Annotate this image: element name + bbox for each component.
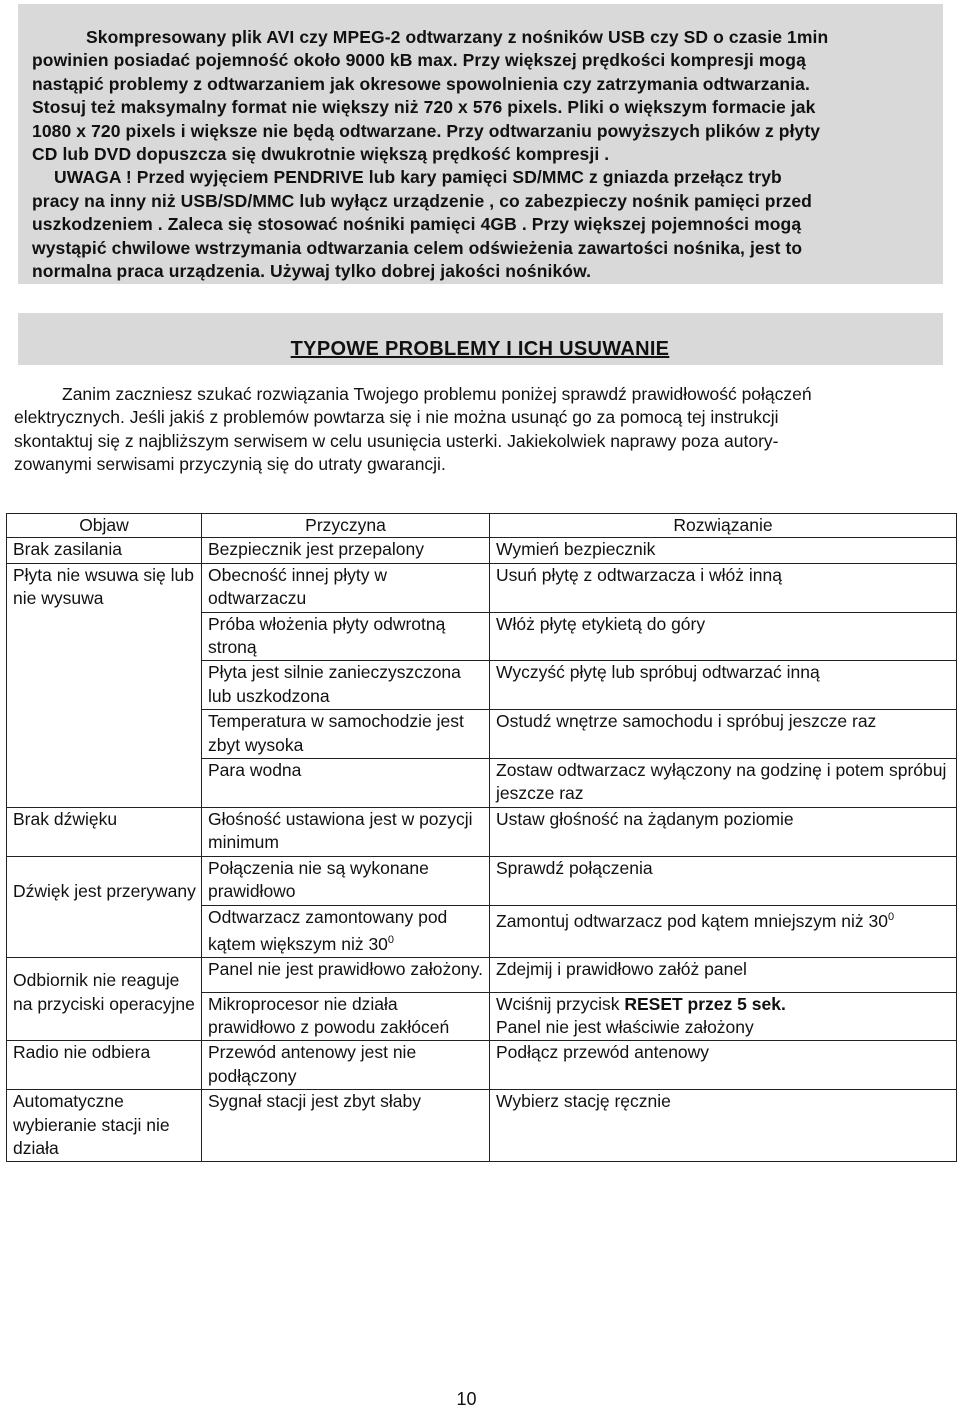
solution-cell: Wyczyść płytę lub spróbuj odtwarzać inną	[490, 661, 957, 710]
intro-paragraph	[14, 383, 944, 476]
solution-cell: Podłącz przewód antenowy	[490, 1041, 957, 1090]
solution-text: Panel nie jest właściwie założony	[496, 1016, 754, 1037]
solution-cell: Włóż płytę etykietą do góry	[490, 612, 957, 661]
cause-cell: Temperatura w samochodzie jest zbyt wysoka	[202, 710, 490, 759]
solution-cell	[490, 905, 957, 958]
note-line-warning: UWAGA ! Przed wyjęciem PENDRIVE lub kary pamięci SD/MMC z gniazda przełącz tryb	[54, 167, 782, 188]
cause-text: Odtwarzacz zamontowany pod kątem większym niż 30	[208, 906, 448, 954]
header-symptom: Objaw	[7, 514, 202, 538]
degree-superscript: 0	[387, 933, 395, 946]
table-row	[7, 612, 957, 661]
symptom-cell	[7, 661, 202, 710]
symptom-cell: Dźwięk jest przerywany	[7, 856, 202, 957]
solution-cell: Ostudź wnętrze samochodu i spróbuj jeszcze raz	[490, 710, 957, 759]
solution-cell	[490, 992, 957, 1041]
degree-superscript: 0	[887, 910, 895, 923]
reset-instruction: RESET przez 5 sek.	[624, 993, 786, 1014]
table-row	[7, 1090, 957, 1162]
note-line: uszkodzeniem . Zaleca się stosować nośniki pamięci 4GB . Przy większej pojemności mogą	[32, 214, 802, 235]
table-row	[7, 759, 957, 808]
symptom-cell: Płyta nie wsuwa się lub nie wysuwa	[7, 563, 202, 612]
header-cause: Przyczyna	[202, 514, 490, 538]
cause-cell: Para wodna	[202, 759, 490, 808]
table-row	[7, 563, 957, 612]
note-line: 1080 x 720 pixels i większe nie będą odtwarzane. Przy odtwarzaniu powyższych plików z płyty	[32, 120, 821, 141]
solution-cell: Wybierz stację ręcznie	[490, 1090, 957, 1162]
section-title: TYPOWE PROBLEMY I ICH USUWANIE	[290, 338, 670, 360]
symptom-cell: Brak zasilania	[7, 538, 202, 563]
table-row	[7, 958, 957, 992]
cause-cell: Połączenia nie są wykonane prawidłowo	[202, 856, 490, 905]
table-row	[7, 807, 957, 856]
cause-cell: Przewód antenowy jest nie podłączony	[202, 1041, 490, 1090]
symptom-cell: Odbiornik nie reaguje na przyciski operacyjne	[7, 958, 202, 1041]
note-line: Stosuj też maksymalny format nie większy niż 720 x 576 pixels. Pliki o większym formacie jak	[32, 97, 816, 118]
cause-cell: Sygnał stacji jest zbyt słaby	[202, 1090, 490, 1162]
table-row	[7, 856, 957, 905]
page-number: 10	[456, 1389, 477, 1409]
solution-cell: Usuń płytę z odtwarzacza i włóż inną	[490, 563, 957, 612]
symptom-cell: Automatyczne wybieranie stacji nie działa	[7, 1090, 202, 1162]
symptom-cell: Brak dźwięku	[7, 807, 202, 856]
note-line: normalna praca urządzenia. Używaj tylko dobrej jakości nośników.	[32, 261, 592, 282]
note-line: pracy na inny niż USB/SD/MMC lub wyłącz urządzenie , co zabezpieczy nośnik pamięci przed	[32, 190, 812, 211]
cause-cell: Próba włożenia płyty odwrotną stroną	[202, 612, 490, 661]
cause-cell: Płyta jest silnie zanieczyszczona lub uszkodzona	[202, 661, 490, 710]
cause-cell: Panel nie jest prawidłowo założony.	[202, 958, 490, 992]
note-line: wystąpić chwilowe wstrzymania odtwarzania celem odświeżenia zawartości nośnika, jest to	[32, 237, 803, 258]
note-box	[18, 4, 943, 284]
table-header-row	[7, 514, 957, 538]
table-row	[7, 538, 957, 563]
table-row	[7, 710, 957, 759]
solution-cell: Zostaw odtwarzacz wyłączony na godzinę i potem spróbuj jeszcze raz	[490, 759, 957, 808]
intro-line: skontaktuj się z najbliższym serwisem w celu usunięcia usterki. Jakiekolwiek naprawy poza autory-	[14, 430, 779, 451]
solution-cell: Zdejmij i prawidłowo załóż panel	[490, 958, 957, 992]
note-line: CD lub DVD dopuszcza się dwukrotnie większą prędkość kompresji .	[32, 144, 610, 165]
intro-line: zowanymi serwisami przyczynią się do utraty gwarancji.	[14, 453, 446, 474]
table-row	[7, 1041, 957, 1090]
cause-cell: Bezpiecznik jest przepalony	[202, 538, 490, 563]
solution-cell: Wymień bezpiecznik	[490, 538, 957, 563]
intro-line: elektrycznych. Jeśli jakiś z problemów powtarza się i nie można usunąć go za pomocą tej instrukcji	[14, 407, 779, 428]
note-line: nastąpić problemy z odtwarzaniem jak okresowe spowolnienia czy zatrzymania odtwarzania.	[32, 73, 810, 94]
symptom-cell	[7, 710, 202, 759]
header-solution: Rozwiązanie	[490, 514, 957, 538]
cause-cell	[202, 905, 490, 958]
symptom-cell	[7, 612, 202, 661]
note-line: Skompresowany plik AVI czy MPEG-2 odtwarzany z nośników USB czy SD o czasie 1min	[86, 27, 829, 47]
solution-cell: Ustaw głośność na żądanym poziomie	[490, 807, 957, 856]
cause-cell: Obecność innej płyty w odtwarzaczu	[202, 563, 490, 612]
troubleshooting-table	[6, 513, 957, 1162]
intro-line: Zanim zaczniesz szukać rozwiązania Twojego problemu poniżej sprawdź prawidłowość połączeń	[62, 384, 812, 404]
symptom-cell: Radio nie odbiera	[7, 1041, 202, 1090]
table-row	[7, 661, 957, 710]
cause-cell: Mikroprocesor nie działa prawidłowo z powodu zakłóceń	[202, 992, 490, 1041]
cause-cell: Głośność ustawiona jest w pozycji minimum	[202, 807, 490, 856]
solution-cell: Sprawdź połączenia	[490, 856, 957, 905]
solution-text: Wciśnij przycisk	[496, 993, 625, 1014]
solution-text: Zamontuj odtwarzacz pod kątem mniejszym niż 30	[496, 910, 888, 931]
note-line: powinien posiadać pojemność około 9000 kB max. Przy większej prędkości kompresji mogą	[32, 50, 806, 71]
symptom-cell	[7, 759, 202, 808]
